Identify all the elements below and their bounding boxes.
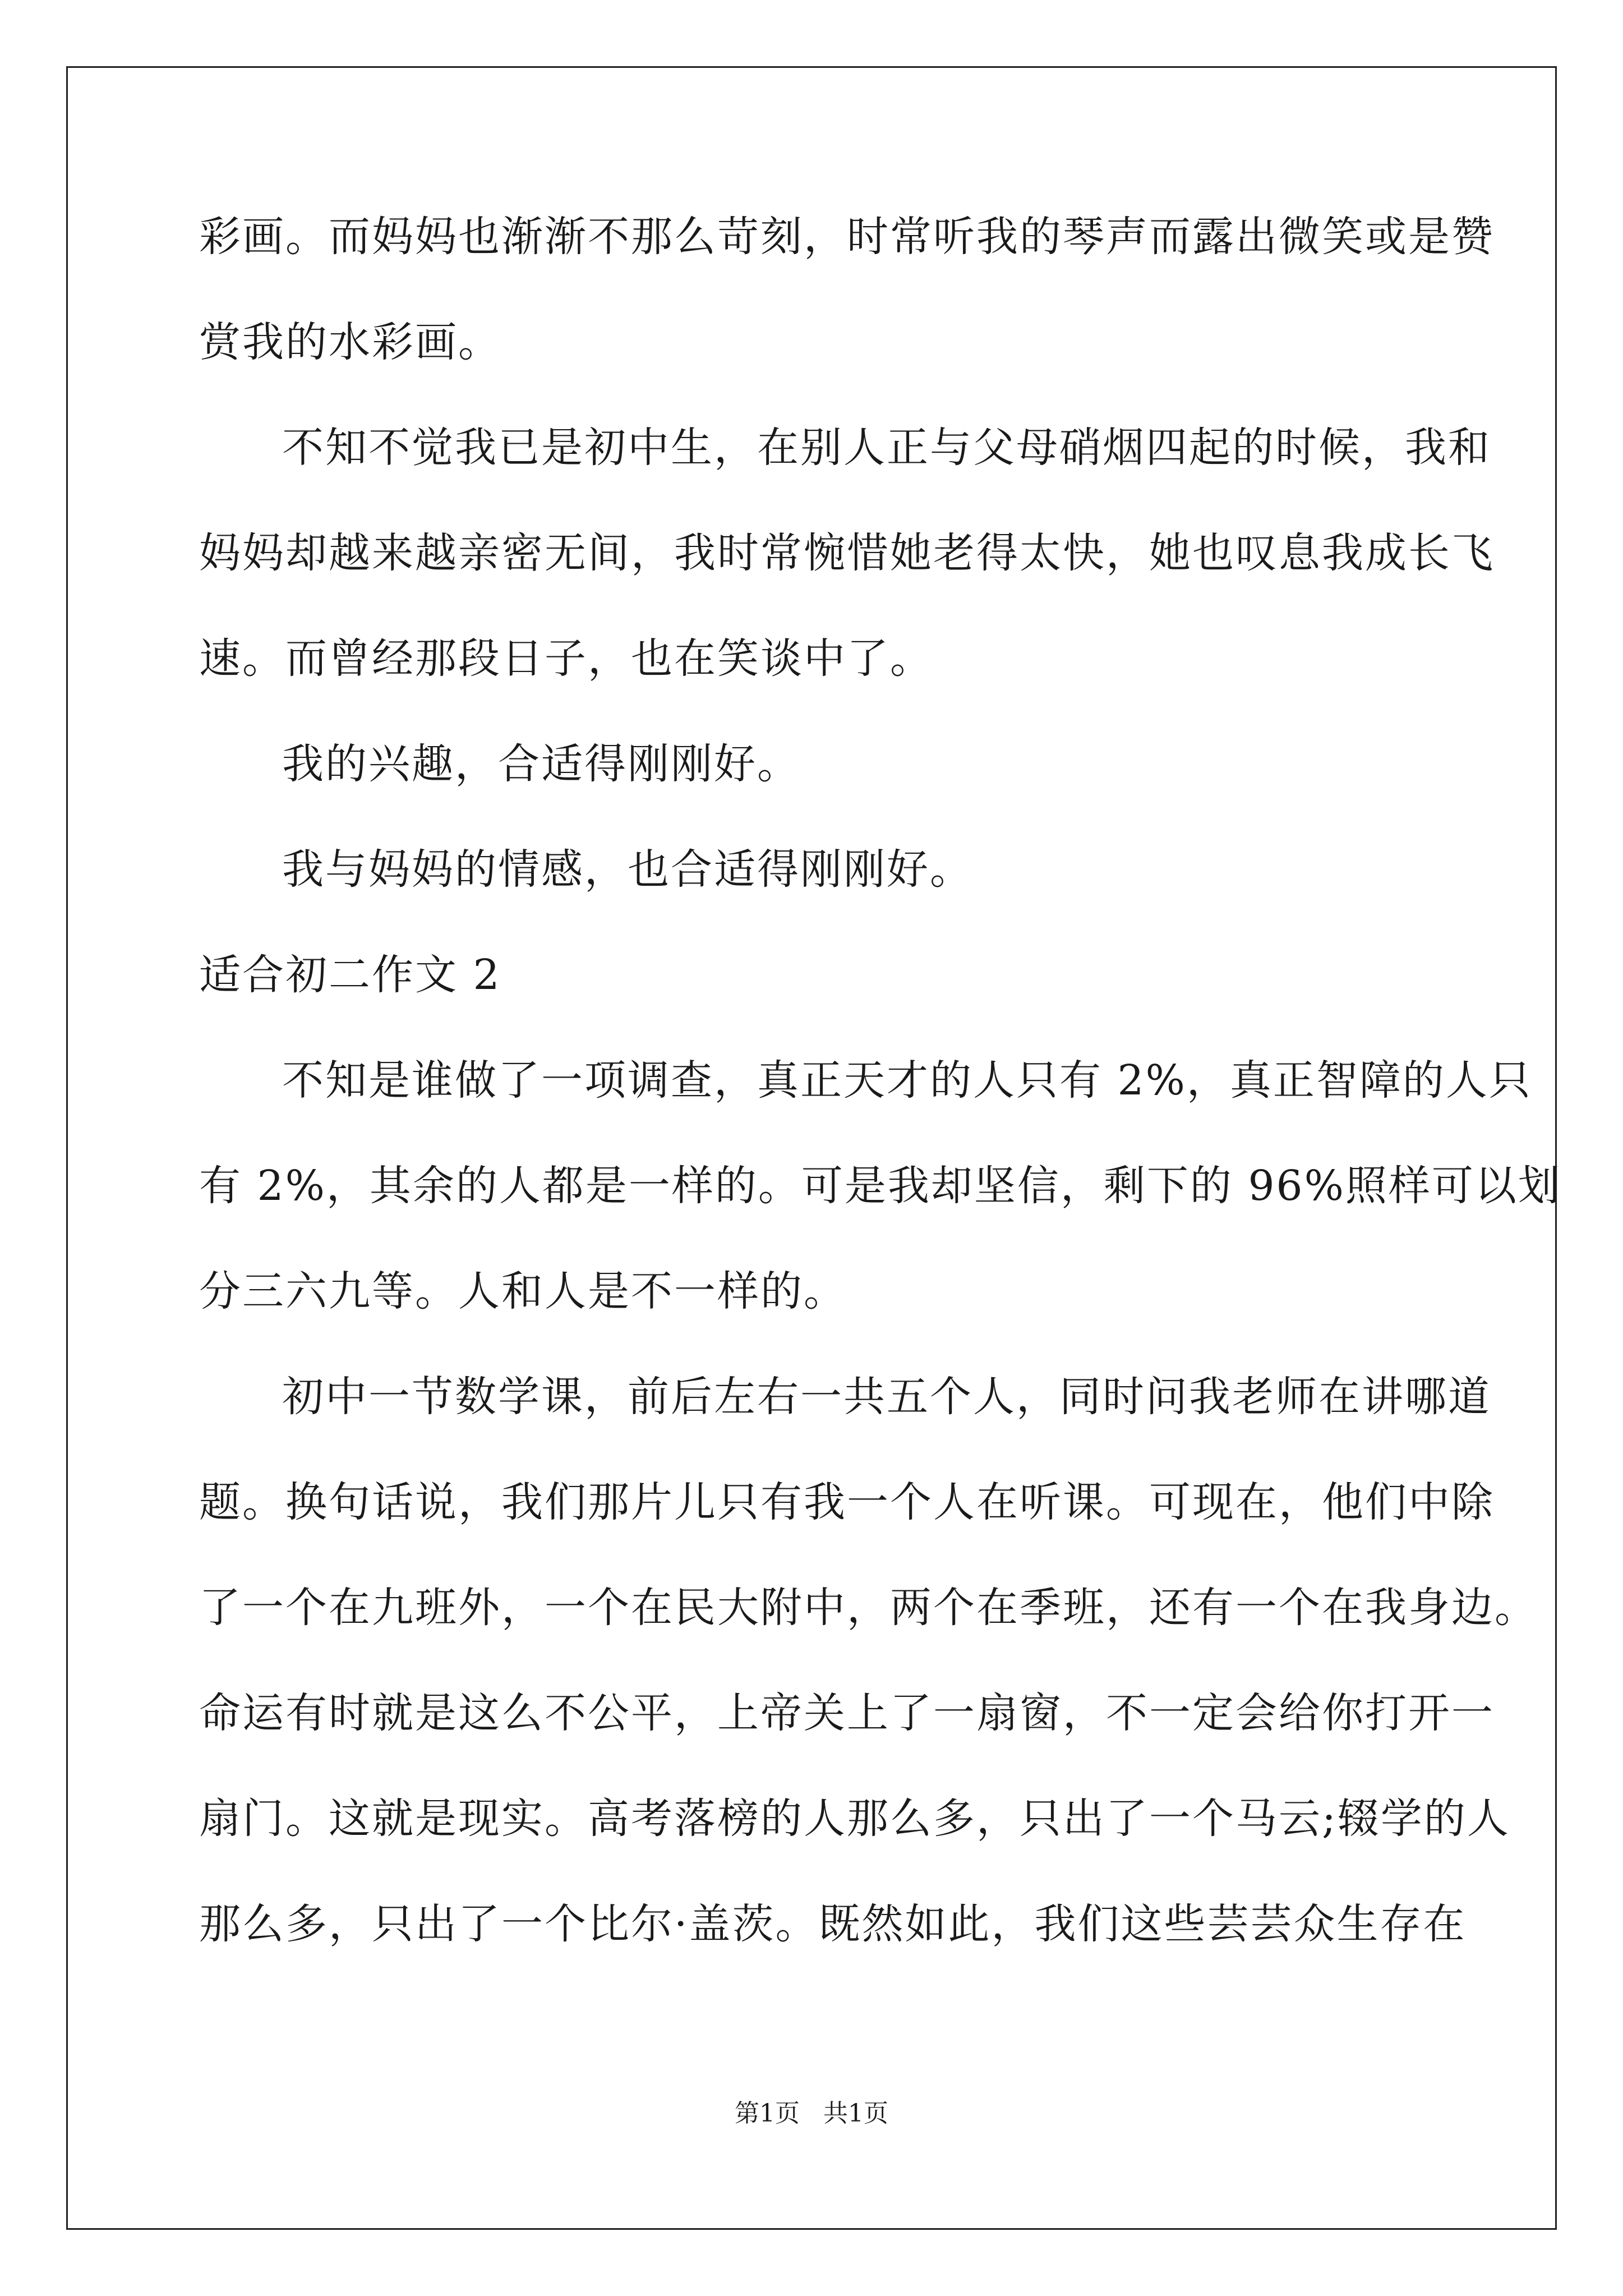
- text-line: 彩画。而妈妈也渐渐不那么苛刻，时常听我的琴声而露出微笑或是赞: [199, 213, 1495, 261]
- paragraph-start: 我与妈妈的情感，也合适得刚刚好。: [282, 845, 973, 894]
- text-line: 题。换句话说，我们那片儿只有我一个人在听课。可现在，他们中除: [199, 1478, 1495, 1526]
- paragraph-start: 初中一节数学课，前后左右一共五个人，同时问我老师在讲哪道: [282, 1373, 1491, 1421]
- paragraph-start: 我的兴趣，合适得刚刚好。: [282, 740, 800, 788]
- text-line: 分三六九等。人和人是不一样的。: [199, 1267, 847, 1315]
- text-line: 扇门。这就是现实。高考落榜的人那么多，只出了一个马云;辍学的人: [199, 1795, 1510, 1843]
- text-line: 妈妈却越来越亲密无间，我时常惋惜她老得太快，她也叹息我成长飞: [199, 529, 1495, 577]
- text-line: 了一个在九班外，一个在民大附中，两个在季班，还有一个在我身边。: [199, 1584, 1538, 1632]
- page-number-footer: 第1页 共1页: [735, 2099, 888, 2128]
- paragraph-start: 不知不觉我已是初中生，在别人正与父母硝烟四起的时候，我和: [282, 424, 1491, 472]
- text-line: 赏我的水彩画。: [199, 318, 501, 366]
- text-line: 命运有时就是这么不公平，上帝关上了一扇窗，不一定会给你打开一: [199, 1689, 1495, 1737]
- section-heading: 适合初二作文 2: [199, 951, 501, 999]
- paragraph-start: 不知是谁做了一项调查，真正天才的人只有 2%，真正智障的人只: [282, 1056, 1532, 1105]
- text-line: 有 2%，其余的人都是一样的。可是我却坚信，剩下的 96%照样可以划: [199, 1162, 1561, 1210]
- text-line: 速。而曾经那段日子，也在笑谈中了。: [199, 634, 933, 683]
- text-line: 那么多，只出了一个比尔·盖茨。既然如此，我们这些芸芸众生存在: [199, 1900, 1467, 1948]
